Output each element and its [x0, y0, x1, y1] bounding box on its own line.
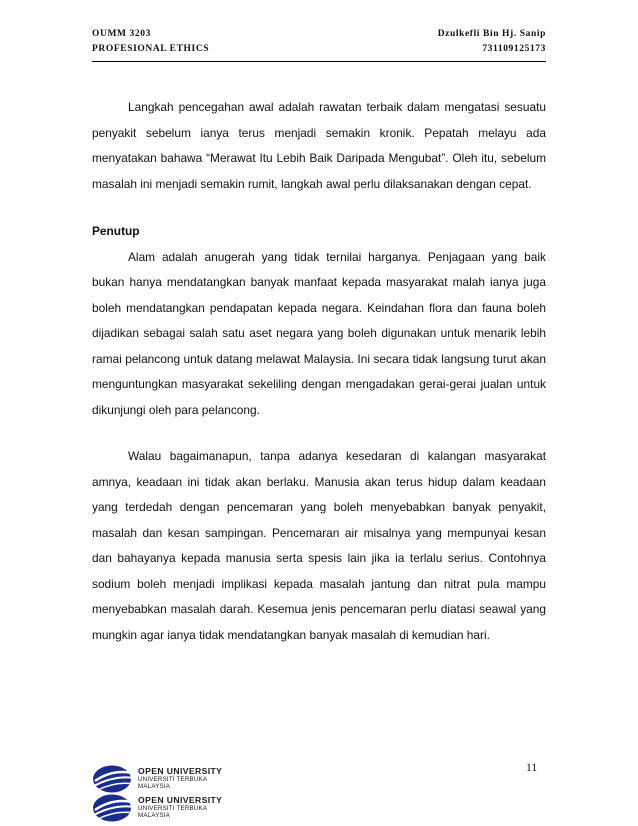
header-right: [438, 27, 546, 57]
document-body: [92, 95, 546, 648]
author-name: Dzulkefli Bin Hj. Sanip: [437, 29, 546, 39]
logo-line-2: UNIVERSITI TERBUKA: [138, 805, 208, 812]
university-logo: [92, 793, 242, 823]
course-name: PROFESIONAL ETHICS: [92, 44, 210, 54]
oum-globe-icon: [92, 793, 136, 823]
oum-globe-icon: [92, 764, 136, 794]
university-logo: [92, 764, 242, 794]
logo-line-3: MALAYSIA: [138, 812, 171, 819]
course-code: OUMM 3203: [92, 29, 151, 39]
logo-line-2: UNIVERSITI TERBUKA: [138, 776, 208, 783]
logo-line-3: MALAYSIA: [138, 783, 171, 790]
page-header: [92, 27, 546, 62]
student-id: 731109125173: [482, 44, 546, 54]
section-heading: Penutup: [92, 224, 140, 238]
closing-paragraph-1: Alam adalah anugerah yang tidak ternilai harganya. Penjagaan yang baik bukan hanya mendatangkan banyak manfaat kepada masyarakat malah ianya juga boleh mendatangkan pendapatan kepada negara. Keindahan flora dan fauna boleh dijadikan sebagai salah satu aset negara yang boleh digunakan untuk menarik lebih ramai pelancong untuk datang melawat Malaysia. Ini secara tidak langsung turut akan menguntungkan masyarakat sekeliling dengan mengadakan gerai-gerai jualan untuk dikunjungi oleh para pelancong.: [92, 249, 546, 417]
page-number: 11: [526, 762, 538, 774]
intro-paragraph: Langkah pencegahan awal adalah rawatan terbaik dalam mengatasi sesuatu penyakit sebelum ianya terus menjadi semakin kronik. Pepatah melayu ada menyatakan bahawa “Merawat Itu Lebih Baik Daripada Mengubat”. Oleh itu, sebelum masalah ini menjadi semakin rumit, langkah awal perlu dilaksanakan dengan cepat.: [92, 100, 546, 191]
logo-line-1: OPEN UNIVERSITY: [138, 766, 223, 776]
header-left: [92, 27, 209, 57]
logo-line-1: OPEN UNIVERSITY: [138, 795, 223, 805]
closing-paragraph-2: Walau bagaimanapun, tanpa adanya kesedaran di kalangan masyarakat amnya, keadaan ini tidak akan berlaku. Manusia akan terus hidup dalam keadaan yang terdedah dengan pencemaran yang boleh menyebabkan banyak penyakit, masalah dan kesan sampingan. Pencemaran air misalnya yang mempunyai kesan dan bahayanya kepada manusia serta spesis lain jika ia terlalu serius. Contohnya sodium boleh menjadi implikasi kepada masalah jantung dan nitrat pula mampu menyebabkan masalah darah. Kesemua jenis pencemaran perlu diatasi seawal yang mungkin agar ianya tidak mendatangkan banyak masalah di kemudian hari.: [92, 449, 546, 642]
